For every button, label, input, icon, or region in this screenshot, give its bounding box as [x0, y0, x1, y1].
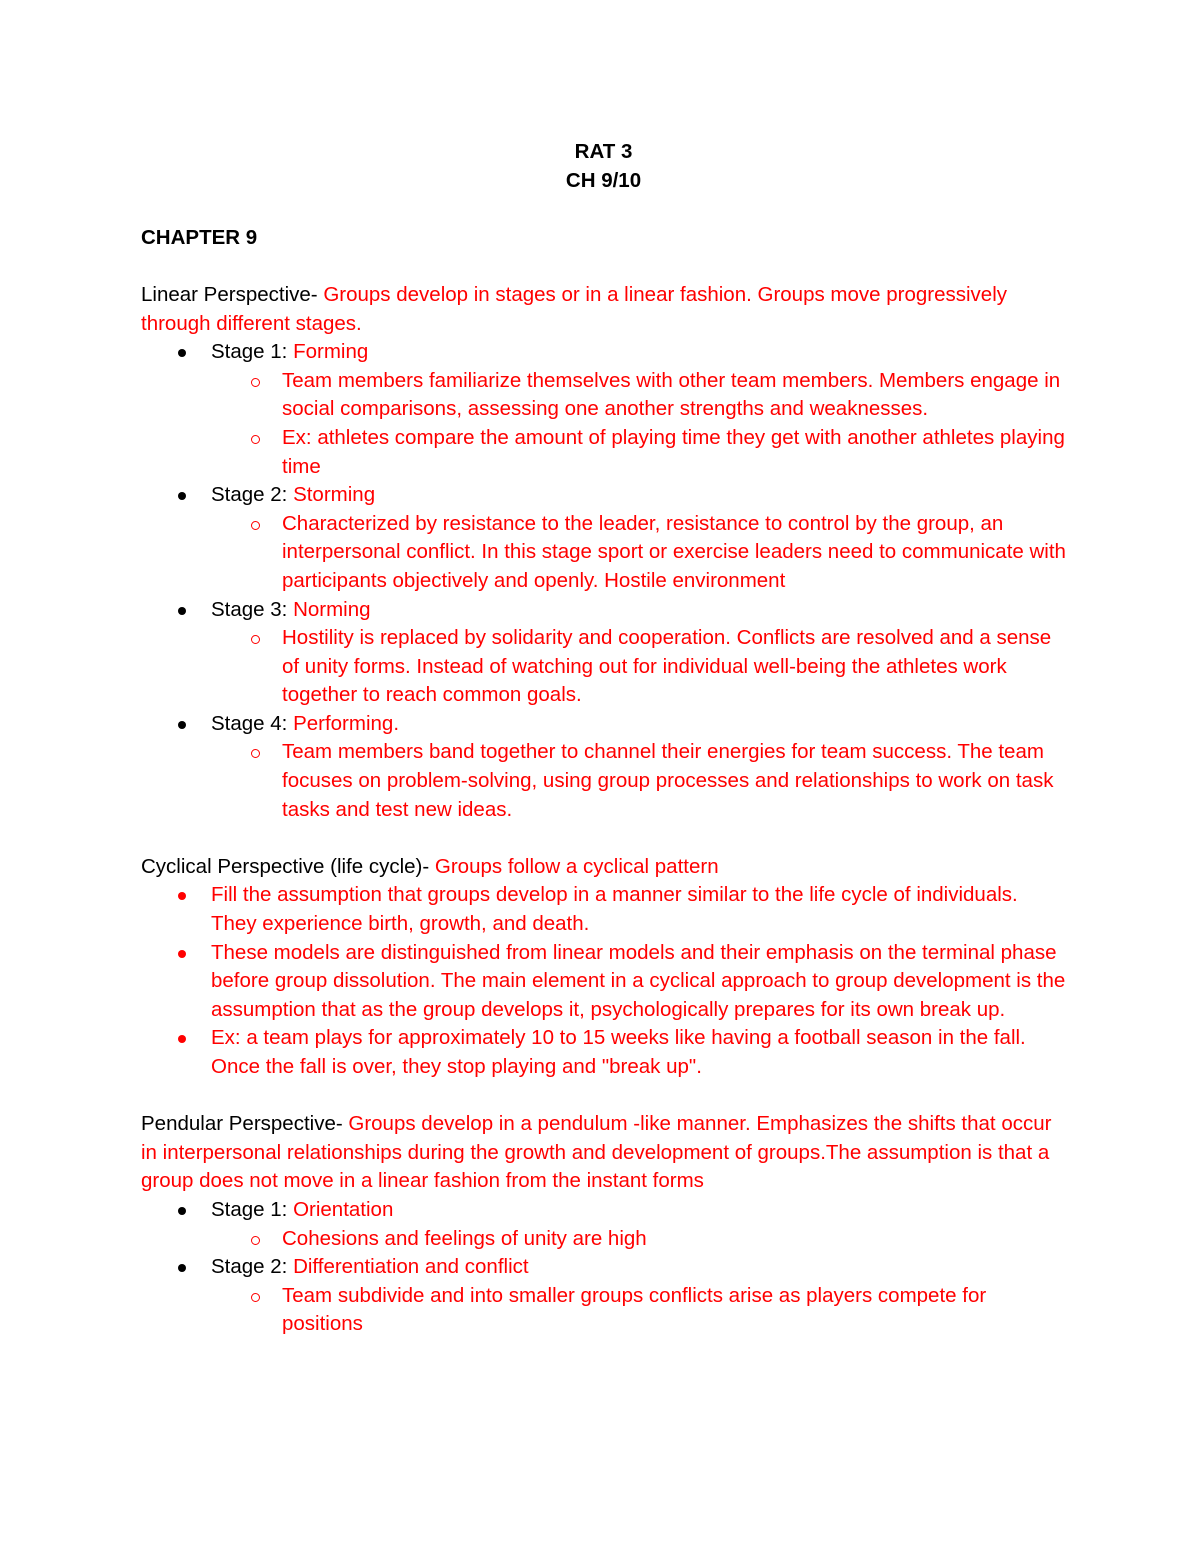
circle-bullet-icon [251, 635, 260, 644]
pendular-term: Pendular Perspective- [141, 1112, 343, 1136]
bullet-icon [178, 349, 186, 357]
list-item: Fill the assumption that groups develop in a manner similar to the life cycle of individuals. They experience birth, growth, and death. [141, 881, 1066, 938]
circle-bullet-icon [251, 378, 260, 387]
cyclical-definition: Groups follow a cyclical pattern [429, 854, 719, 878]
list-item: Ex: a team plays for approximately 10 to 15 weeks like having a football season in the fall. Once the fall is over, they stop playing and "break up". [141, 1024, 1066, 1081]
cyclical-perspective-paragraph [141, 853, 1066, 882]
bullet-icon [178, 892, 186, 900]
list-item: Team members familiarize themselves with other team members. Members engage in social comparisons, assessing one another strengths and weaknesses. [141, 367, 1066, 424]
list-item: Stage 3: Norming [141, 596, 1066, 625]
circle-bullet-icon [251, 1293, 260, 1302]
list-item: Team subdivide and into smaller groups conflicts arise as players compete for positions [141, 1282, 1066, 1339]
bullet-icon [178, 721, 186, 729]
cyclical-point-list [141, 881, 1066, 1081]
list-item: Stage 1: Orientation [141, 1196, 1066, 1225]
bullet-icon [178, 492, 186, 500]
list-item: Stage 1: Forming [141, 338, 1066, 367]
pendular-stage-list [141, 1196, 1066, 1339]
list-item: Characterized by resistance to the leader, resistance to control by the group, an interpersonal conflict. In this stage sport or exercise leaders need to communicate with participants objectively and openly. Hostile environment [141, 510, 1066, 596]
circle-bullet-icon [251, 521, 260, 530]
document-title: RAT 3 [574, 140, 633, 163]
bullet-icon [178, 1264, 186, 1272]
list-item: These models are distinguished from linear models and their emphasis on the terminal phase before group dissolution. The main element in a cyclical approach to group development is the assumption that as the group develops it, psychologically prepares for its own break up. [141, 939, 1066, 1025]
linear-term: Linear Perspective- [141, 282, 318, 306]
linear-stage-list [141, 338, 1066, 824]
bullet-icon [178, 607, 186, 615]
document-page [141, 138, 1066, 1339]
chapter-heading: CHAPTER 9 [141, 225, 258, 249]
circle-bullet-icon [251, 1236, 260, 1245]
list-item: Ex: athletes compare the amount of playing time they get with another athletes playing time [141, 424, 1066, 481]
linear-perspective-paragraph [141, 281, 1066, 338]
bullet-icon [178, 950, 186, 958]
pendular-perspective-paragraph [141, 1110, 1066, 1196]
bullet-icon [178, 1207, 186, 1215]
linear-definition: Groups develop in stages or in a linear fashion. Groups move progressively through different stages. [141, 282, 1008, 335]
list-item: Stage 2: Differentiation and conflict [141, 1253, 1066, 1282]
circle-bullet-icon [251, 749, 260, 758]
bullet-icon [178, 1035, 186, 1043]
document-subtitle: CH 9/10 [565, 168, 642, 192]
list-item: Cohesions and feelings of unity are high [141, 1225, 1066, 1254]
circle-bullet-icon [251, 435, 260, 444]
cyclical-term: Cyclical Perspective (life cycle)- [141, 854, 430, 878]
list-item: Stage 2: Storming [141, 481, 1066, 510]
list-item: Team members band together to channel their energies for team success. The team focuses on problem-solving, using group processes and relationships to work on task tasks and test new ideas. [141, 738, 1066, 824]
list-item: Hostility is replaced by solidarity and cooperation. Conflicts are resolved and a sense of unity forms. Instead of watching out for individual well-being the athletes work together to reach common goals. [141, 624, 1066, 710]
list-item: Stage 4: Performing. [141, 710, 1066, 739]
pendular-definition: Groups develop in a pendulum -like manner. Emphasizes the shifts that occur in interpersonal relationships during the growth and development of groups.The assumption is that a group does not move in a linear fashion from the instant forms [141, 1112, 1052, 1193]
